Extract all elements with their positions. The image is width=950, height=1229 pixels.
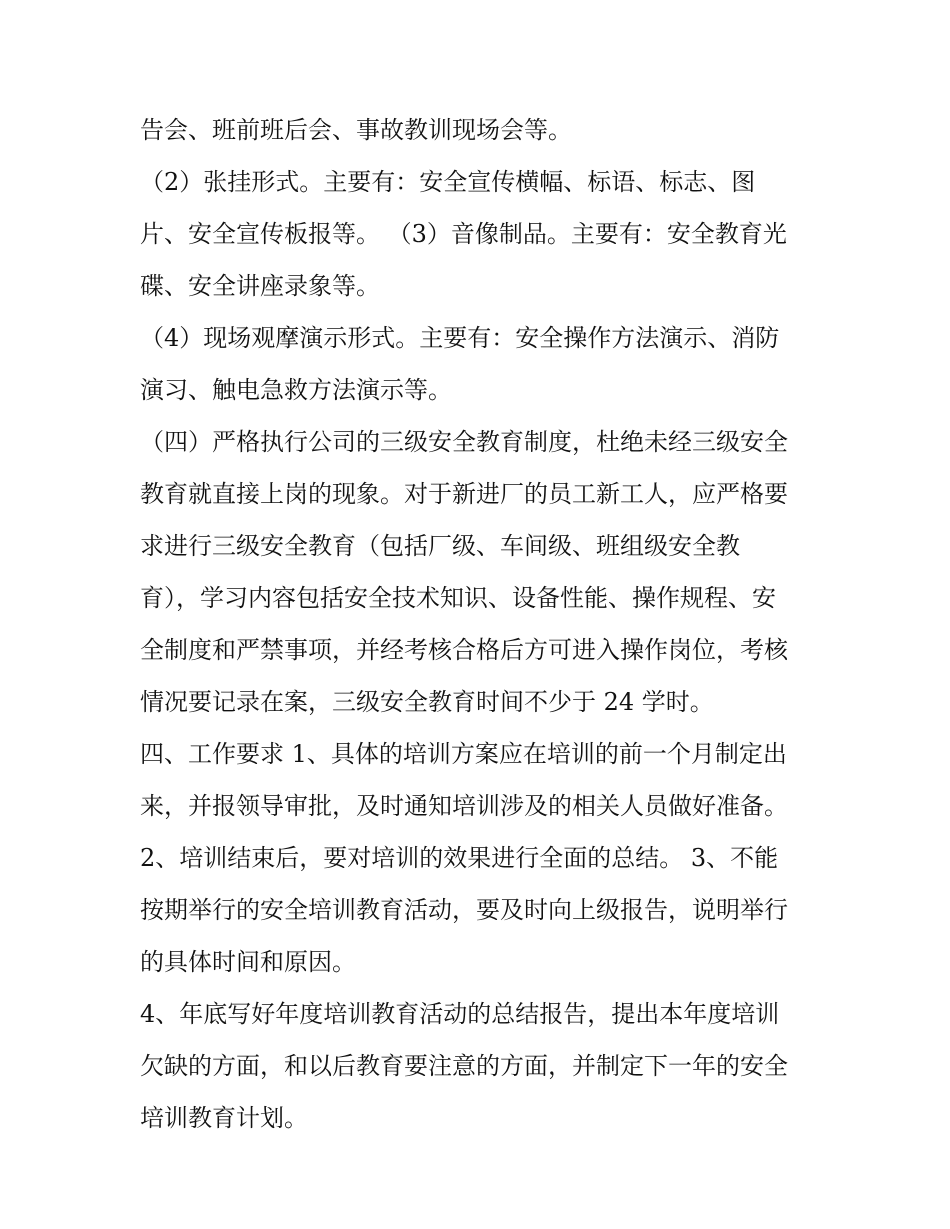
text-line-18: 4、年底写好年度培训教育活动的总结报告，提出本年度培训: [140, 1000, 780, 1028]
text-line-16: 按期举行的安全培训教育活动，要及时向上级报告，说明举行: [140, 896, 788, 924]
text-line-8: 教育就直接上岗的现象。对于新进厂的员工新工人，应严格要: [140, 480, 788, 508]
text-line-17: 的具体时间和原因。: [140, 948, 356, 976]
text-line-5: （4）现场观摩演示形式。主要有：安全操作方法演示、消防: [140, 324, 780, 352]
text-line-6: 演习、触电急救方法演示等。: [140, 376, 452, 404]
text-line-15: 2、培训结束后，要对培训的效果进行全面的总结。 3、不能: [140, 844, 779, 872]
text-line-14: 来，并报领导审批，及时通知培训涉及的相关人员做好准备。: [140, 792, 788, 820]
text-line-12: 情况要记录在案，三级安全教育时间不少于 24 学时。: [140, 688, 714, 716]
text-line-3: 片、安全宣传板报等。 （3）音像制品。主要有：安全教育光: [140, 220, 787, 248]
text-line-19: 欠缺的方面，和以后教育要注意的方面，并制定下一年的安全: [140, 1052, 788, 1080]
text-line-4: 碟、安全讲座录象等。: [140, 272, 380, 300]
text-line-13: 四、工作要求 1、具体的培训方案应在培训的前一个月制定出: [140, 740, 787, 768]
text-line-11: 全制度和严禁事项，并经考核合格后方可进入操作岗位，考核: [140, 636, 788, 664]
text-line-7: （四）严格执行公司的三级安全教育制度，杜绝未经三级安全: [140, 428, 788, 456]
text-line-9: 求进行三级安全教育（包括厂级、车间级、班组级安全教: [140, 532, 740, 560]
text-line-2: （2）张挂形式。主要有：安全宣传横幅、标语、标志、图: [140, 168, 756, 196]
document-body: [140, 104, 820, 1144]
text-line-10: 育），学习内容包括安全技术知识、设备性能、操作规程、安: [140, 584, 776, 612]
text-line-1: 告会、班前班后会、事故教训现场会等。: [140, 116, 572, 144]
text-line-20: 培训教育计划。: [140, 1104, 308, 1132]
